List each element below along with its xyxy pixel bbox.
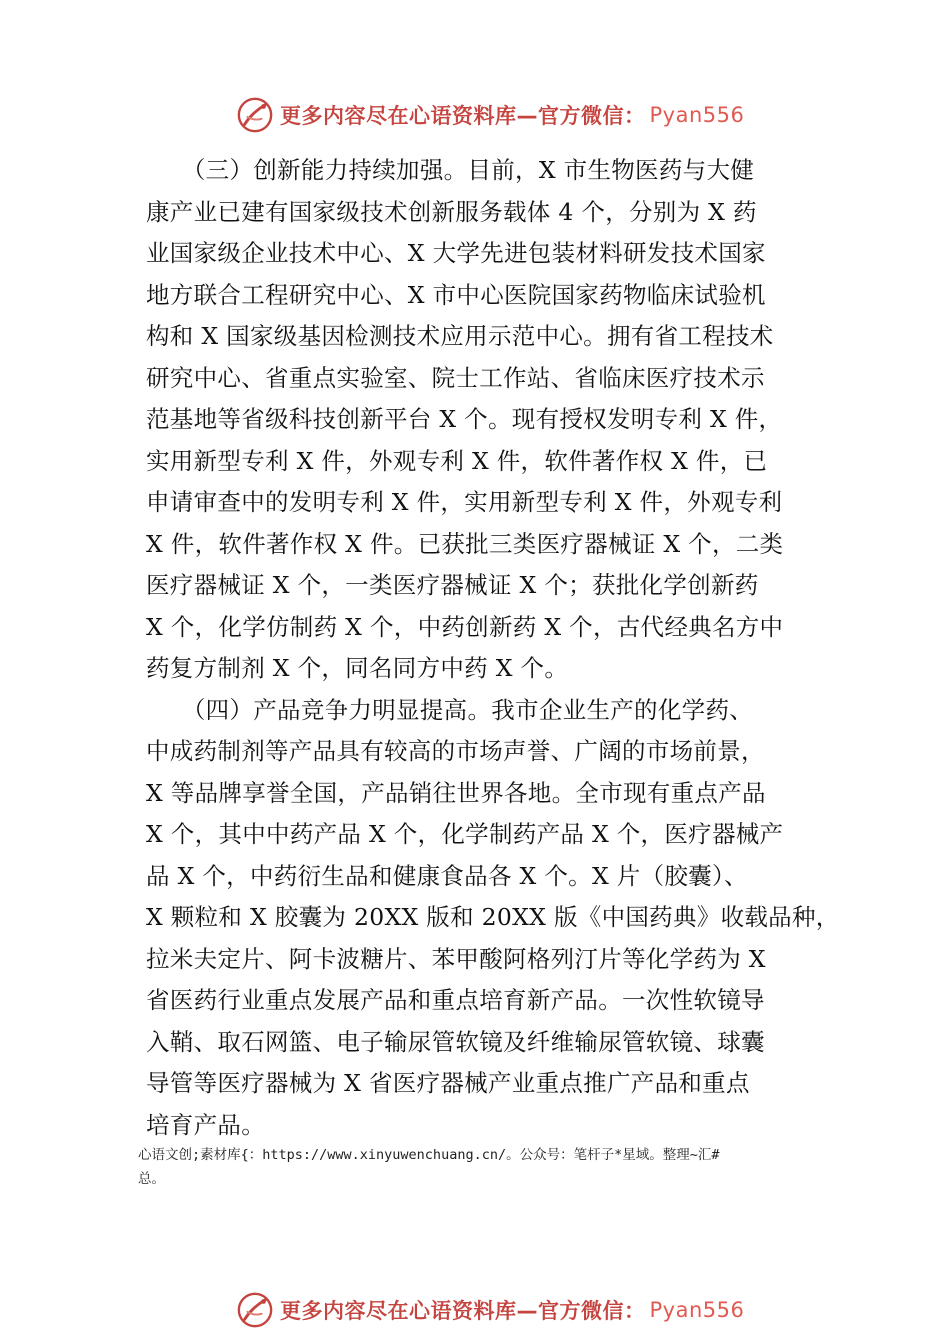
- banner-wechat-label: —官方微信：: [516, 1299, 646, 1323]
- body-line: （四）产品竞争力明显提高。我市企业生产的化学药、: [146, 695, 754, 724]
- body-line: 康产业已建有国家级技术创新服务载体 4 个，分别为 X 药: [146, 197, 757, 226]
- header-banner: [236, 95, 756, 135]
- body-line: 业国家级企业技术中心、X 大学先进包装材料研发技术国家: [146, 239, 766, 267]
- body-line: X 个，其中中药产品 X 个，化学制药产品 X 个，医疗器械产: [146, 820, 784, 848]
- body-line: 拉米夫定片、阿卡波糖片、苯甲酸阿格列汀片等化学药为 X: [146, 944, 766, 973]
- banner-wechat-label: —官方微信：: [516, 104, 646, 128]
- body-line: 范基地等省级科技创新平台 X 个。现有授权发明专利 X 件，: [146, 405, 783, 433]
- banner-wechat-id: Pyan556: [649, 1298, 745, 1322]
- body-line: 地方联合工程研究中心、X 市中心医院国家药物临床试验机: [146, 280, 766, 309]
- brush-logo-icon: [236, 1291, 274, 1329]
- body-line: 研究中心、省重点实验室、院士工作站、省临床医疗技术示: [146, 363, 765, 392]
- body-line: X 等品牌享誉全国，产品销往世界各地。全市现有重点产品: [146, 778, 766, 807]
- body-line: 申请审查中的发明专利 X 件，实用新型专利 X 件，外观专利: [146, 488, 783, 516]
- body-line: （三）创新能力持续加强。目前，X 市生物医药与大健: [146, 156, 755, 184]
- brush-logo-icon: [236, 96, 274, 134]
- banner-text: 更多内容尽在心语资料库: [280, 104, 517, 128]
- body-line: 医疗器械证 X 个，一类医疗器械证 X 个；获批化学创新药: [146, 571, 759, 599]
- source-note-line: 总。: [138, 1171, 165, 1187]
- body-line: X 个，化学仿制药 X 个，中药创新药 X 个，古代经典名方中: [146, 612, 784, 641]
- body-line: 导管等医疗器械为 X 省医疗器械产业重点推广产品和重点: [146, 1069, 750, 1097]
- body-line: 中成药制剂等产品具有较高的市场声誉、广阔的市场前景，: [146, 737, 765, 765]
- source-note: [138, 1143, 858, 1191]
- body-line: 培育产品。: [146, 1110, 265, 1139]
- body-line: 构和 X 国家级基因检测技术应用示范中心。拥有省工程技术: [146, 322, 774, 350]
- body-line: 省医药行业重点发展产品和重点培育新产品。一次性软镜导: [146, 986, 765, 1014]
- banner-text: 更多内容尽在心语资料库: [280, 1299, 517, 1323]
- body-line: X 件，软件著作权 X 件。已获批三类医疗器械证 X 个，二类: [146, 529, 784, 558]
- footer-banner: [236, 1290, 756, 1330]
- body-line: 入鞘、取石网篮、电子输尿管软镜及纤维输尿管软镜、球囊: [146, 1027, 765, 1056]
- document-body: [146, 150, 846, 1146]
- body-line: 品 X 个，中药衍生品和健康食品各 X 个。X 片（胶囊）、: [146, 861, 748, 890]
- body-line: 实用新型专利 X 件，外观专利 X 件，软件著作权 X 件，已: [146, 446, 768, 475]
- source-note-line: 心语文创;素材库{：https://www.xinyuwenchuang.cn/。公众号：笔杆子*星域。整理~汇#: [138, 1147, 720, 1163]
- body-line: X 颗粒和 X 胶囊为 20XX 版和 20XX 版《中国药典》收载品种，: [146, 903, 840, 931]
- banner-wechat-id: Pyan556: [649, 103, 745, 127]
- body-line: 药复方制剂 X 个，同名同方中药 X 个。: [146, 654, 569, 682]
